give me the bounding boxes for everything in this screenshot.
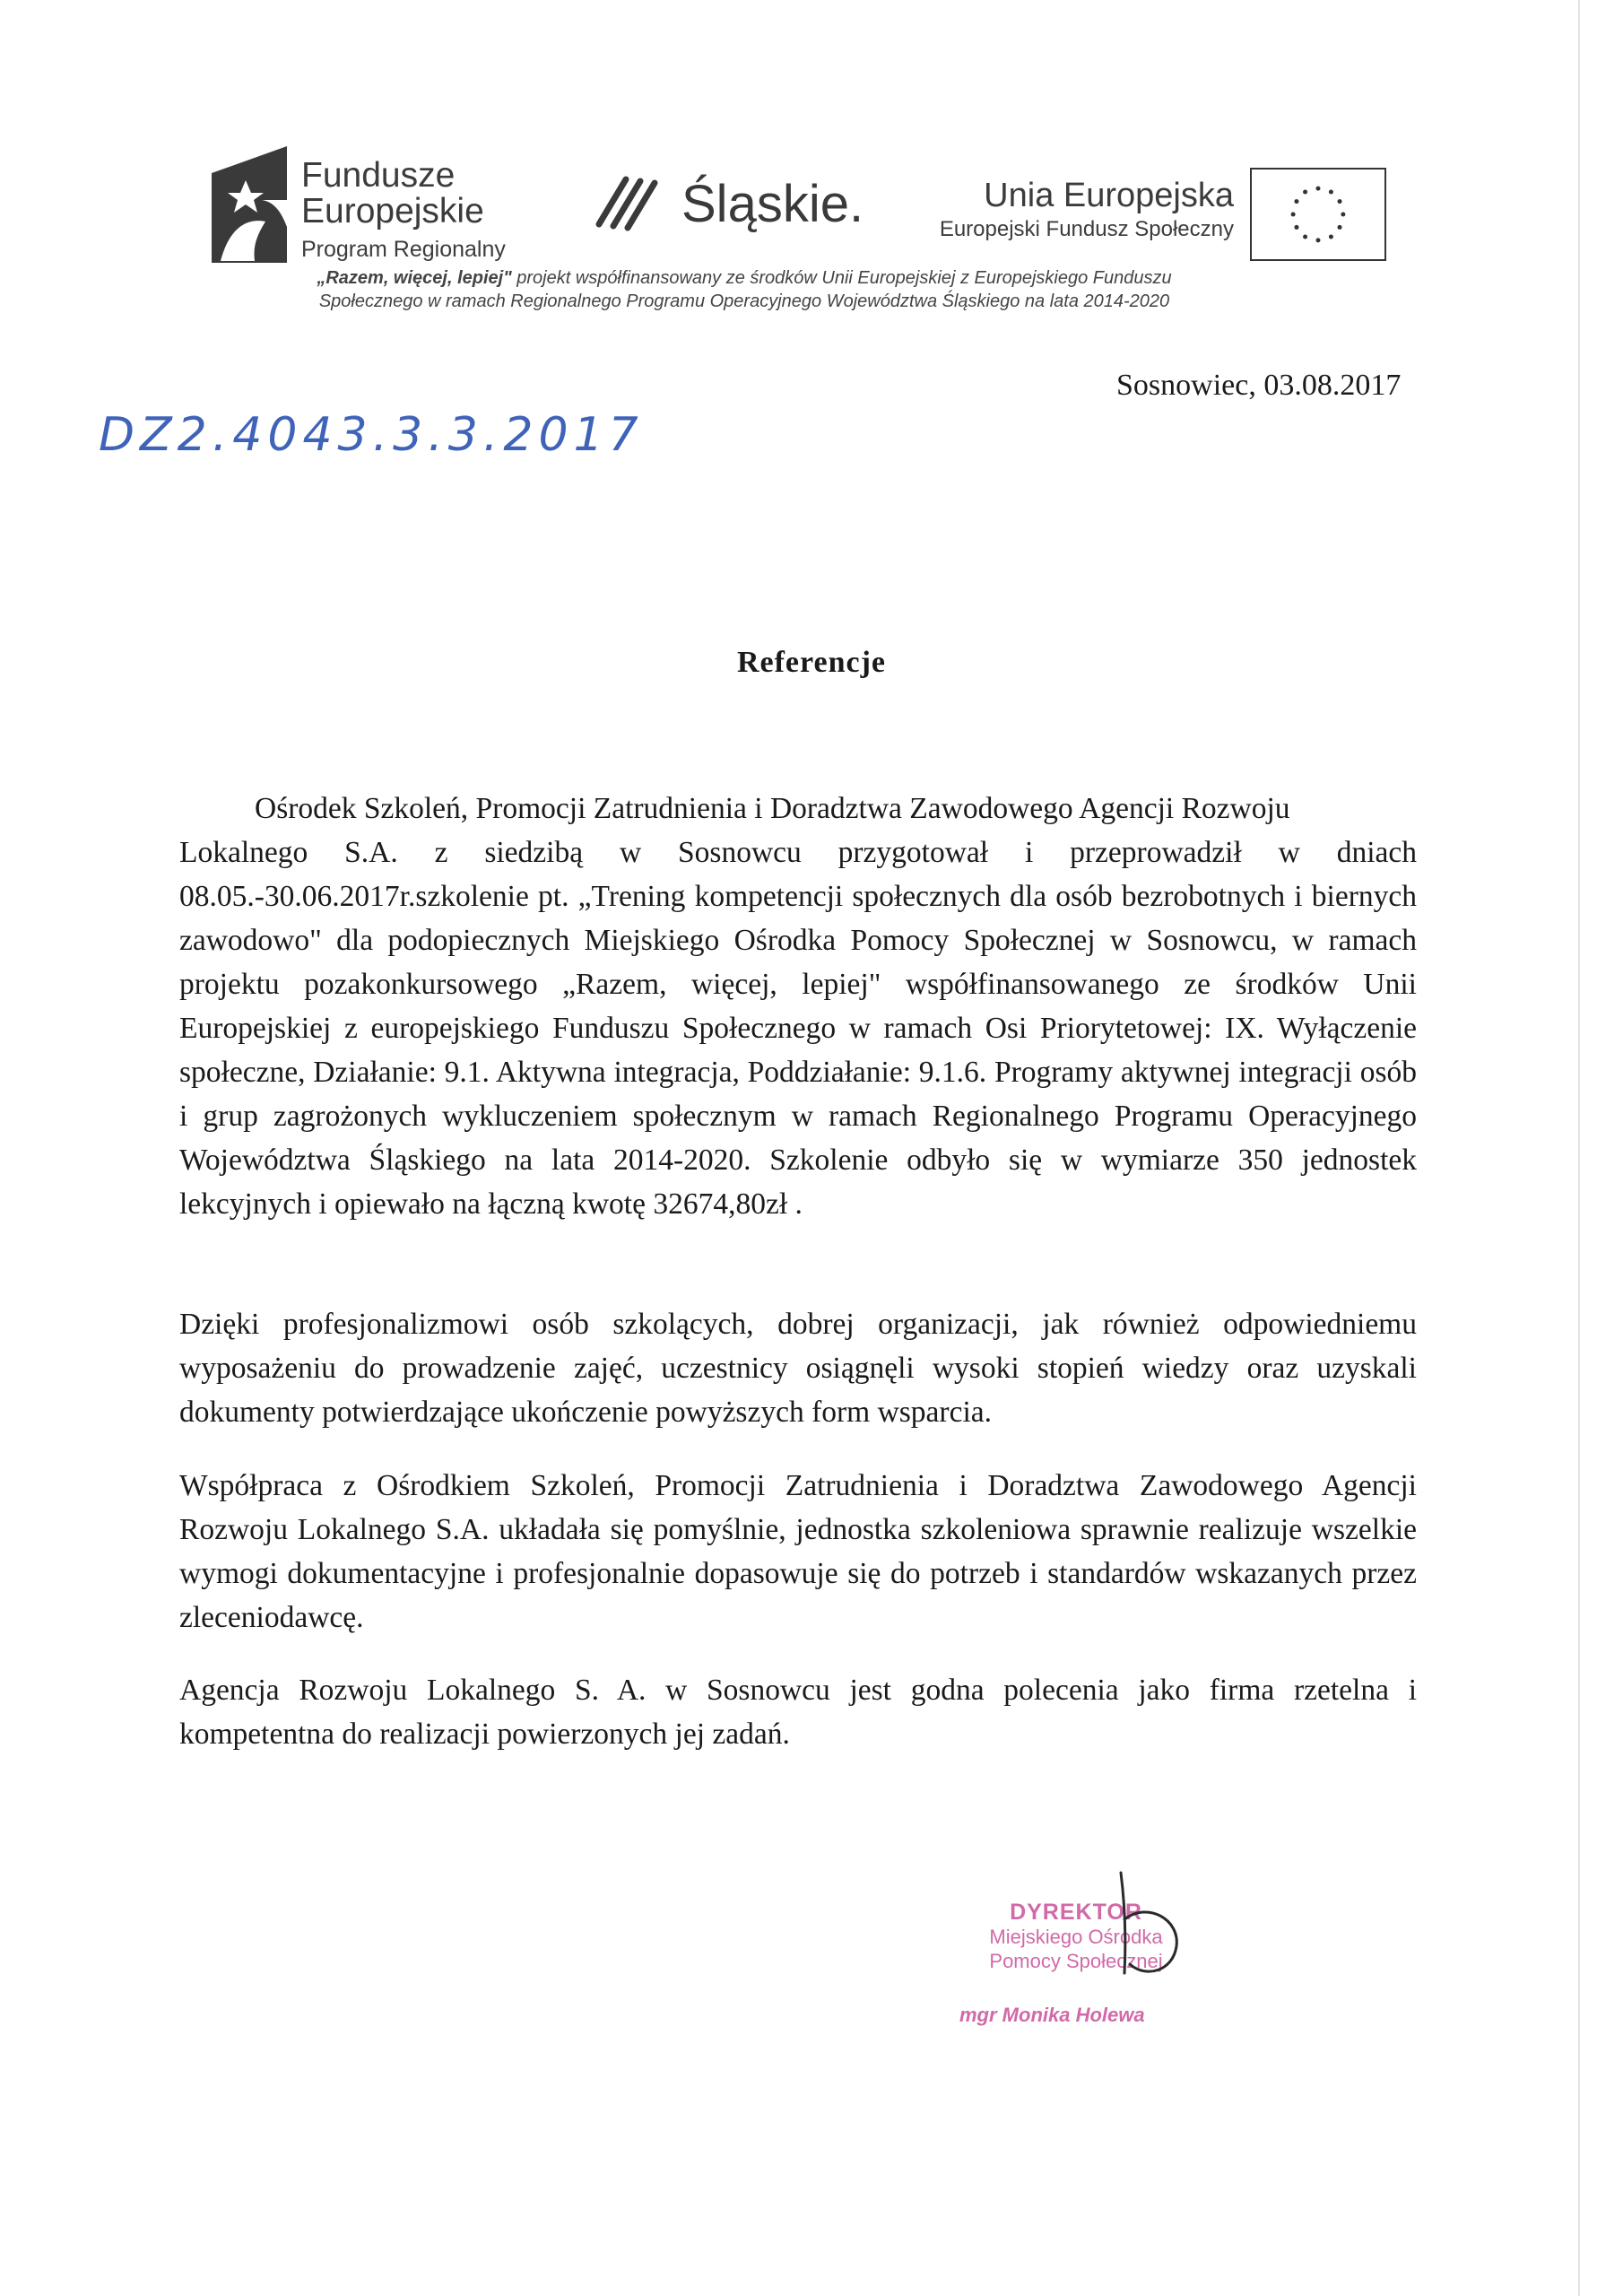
paragraph-2	[179, 1302, 1417, 1434]
document-date: Sosnowiec, 03.08.2017	[1116, 369, 1402, 402]
paragraph-3-text: Współpraca z Ośrodkiem Szkoleń, Promocji Zatrudnienia i Doradztwa Zawodowego Agencji Rozwoju Lokalnego S.A. układała się pomyślnie, jednostka szkoleniowa sprawnie realizuje wszelkie wymogi dokumentacyjne i profesjonalnie dopasowuje się do potrzeb i standardów wskazanych przez zleceniodawcę.	[179, 1469, 1417, 1634]
tagline-rest: projekt współfinansowany ze środków Unii Europejskiej z Europejskiego Funduszu	[511, 268, 1172, 288]
handwritten-signature	[1094, 1866, 1202, 2000]
stamp-line1: DYREKTOR	[1010, 1900, 1142, 1925]
stamp-line3: Pomocy Społecznej	[989, 1950, 1163, 1972]
paragraph-3	[179, 1464, 1417, 1639]
tagline-bold: „Razem, więcej, lepiej"	[317, 268, 512, 288]
document-title: Referencje	[736, 646, 887, 679]
stamp-name: mgr Monika Holewa	[959, 2004, 1145, 2026]
paragraph-1	[179, 787, 1417, 1226]
paragraph-1-rest: Lokalnego S.A. z siedzibą w Sosnowcu przygotował i przeprowadził w dniach 08.05.-30.06.2017r.szkolenie pt. „Trening kompetencji społecznych dla osób bezrobotnych i biernych zawodowo" dla podopiecznych Miejskiego Ośrodka Pomocy Społecznej w Sosnowcu, w ramach projektu pozakonkursowego „Razem, więcej, lepiej" współfinansowanego ze środków Unii Europejskiej z europejskiego Funduszu Społecznego w ramach Osi Priorytetowej: IX. Wyłączenie społeczne, Działanie: 9.1. Aktywna integracja, Poddziałanie: 9.1.6. Programy aktywnej integracji osób i grup zagrożonych wykluczeniem społecznym w ramach Regionalnego Programu Operacyjnego Województwa Śląskiego na lata 2014-2020. Szkolenie odbyło się w wymiarze 350 jednostek lekcyjnych i opiewało na łączną kwotę 32674,80zł .	[179, 836, 1417, 1221]
stamp-line2: Miejskiego Ośrodka	[989, 1926, 1163, 1948]
unia-europejska-text	[906, 177, 1234, 245]
paragraph-2-text: Dzięki profesjonalizmowi osób szkolących, dobrej organizacji, jak również odpowiedniemu wyposażeniu do prowadzenie zajęć, uczestnicy osiągnęli wysoki stopień wiedzy oraz uzyskali dokumenty potwierdzające ukończenie powyższych form wsparcia.	[179, 1308, 1417, 1429]
tagline-line2: Społecznego w ramach Regionalnego Programu Operacyjnego Województwa Śląskiego na lata 2014-2020	[318, 291, 1170, 311]
page-edge-line	[1578, 0, 1580, 2296]
paragraph-1-line1: Ośrodek Szkoleń, Promocji Zatrudnienia i Doradztwa Zawodowego Agencji Rozwoju	[255, 792, 1290, 825]
project-tagline	[179, 266, 1309, 313]
fundusze-line1: Fundusze	[301, 156, 456, 195]
fundusze-line3: Program Regionalny	[301, 237, 506, 262]
fundusze-line2: Europejskie	[301, 192, 484, 230]
paragraph-4	[179, 1668, 1417, 1756]
fundusze-europejskie-text	[301, 158, 506, 267]
slaskie-logo-icon	[581, 170, 671, 233]
ue-line2: Europejski Fundusz Społeczny	[939, 217, 1234, 241]
eu-flag-icon	[1250, 168, 1386, 261]
slaskie-text: Śląskie.	[681, 175, 864, 233]
handwritten-reference-text: DZ2.4043.3.3.2017	[99, 408, 644, 462]
fundusze-europejskie-logo	[212, 146, 287, 263]
paragraph-4-text: Agencja Rozwoju Lokalnego S. A. w Sosnowcu jest godna polecenia jako firma rzetelna i kompetentna do realizacji powierzonych jej zadań.	[179, 1674, 1417, 1751]
ue-line1: Unia Europejska	[984, 177, 1234, 214]
handwritten-reference	[90, 396, 664, 468]
